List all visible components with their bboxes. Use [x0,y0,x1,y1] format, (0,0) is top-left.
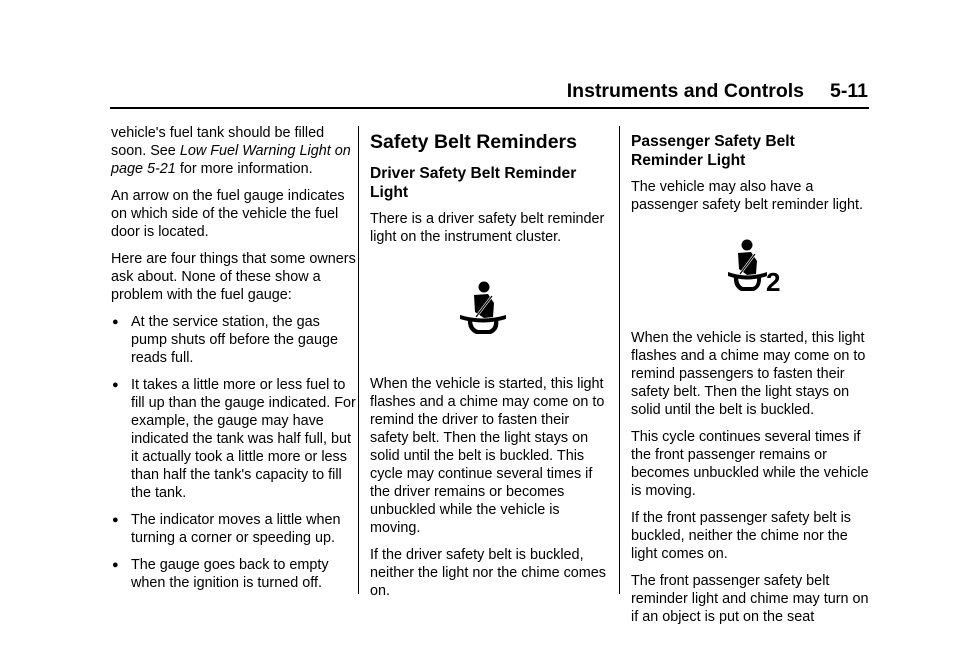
paragraph: If the driver safety belt is buckled, neither the light nor the chime comes on. [370,547,606,599]
passenger-number-label: 2 [766,267,781,293]
paragraph: This cycle continues several times if the front passenger remains or becomes unbuckled while the vehicle is moving. [631,429,869,499]
list-item: ● At the service station, the gas pump shuts off before the gauge reads full. [112,314,338,366]
bullet-icon: ● [112,559,119,571]
driver-seatbelt-icon-container [370,255,608,375]
paragraph: The front passenger safety belt reminder light and chime may turn on if an object is put on the seat [631,573,869,625]
paragraph: If the front passenger safety belt is buckled, neither the chime nor the light comes on. [631,510,851,562]
paragraph: There is a driver safety belt reminder light on the instrument cluster. [370,211,605,245]
section-heading: Safety Belt Reminders [370,131,577,153]
section-heading: Passenger Safety Belt Reminder Light [631,133,795,169]
paragraph: The vehicle may also have a passenger safety belt reminder light. [631,179,863,213]
driver-seatbelt-icon [456,281,510,337]
bullet-icon: ● [112,514,119,526]
list-item: ● It takes a little more or less fuel to fill up than the gauge indicated. For example, the gauge may have indicated the tank was half full, but it actually took a little more or less than half the tank's capacity to fill the tank. [112,377,356,501]
column-divider-1 [358,126,359,594]
page-header [110,79,868,103]
column-2 [370,124,608,609]
bullet-icon: ● [112,316,119,328]
column-divider-2 [619,126,620,594]
column-3 [631,124,871,635]
section-title: Instruments and Controls [566,80,805,102]
paragraph: vehicle's fuel tank should be filled soon. See Low Fuel Warning Light on page 5-21 for more information. [111,125,351,177]
list-item: ● The gauge goes back to empty when the ignition is turned off. [112,557,329,591]
column-1 [111,124,356,601]
header-rule [110,107,869,109]
paragraph: Here are four things that some owners ask about. None of these show a problem with the fuel gauge: [111,251,356,303]
paragraph: When the vehicle is started, this light flashes and a chime may come on to remind the driver to fasten their safety belt. Then the light stays on solid until the belt is buckled. This cycle may continue several times if the driver remains or becomes unbuckled while the vehicle is moving. [370,376,605,536]
passenger-seatbelt-icon-container [631,223,871,329]
list-item: ● The indicator moves a little when turning a corner or speeding up. [112,512,341,546]
paragraph: An arrow on the fuel gauge indicates on which side of the vehicle the fuel door is located. [111,188,345,240]
bullet-list [111,313,356,592]
cross-reference: Low Fuel Warning Light on page 5-21 [111,143,351,177]
passenger-seatbelt-icon [727,239,783,293]
bullet-icon: ● [112,379,119,391]
subsection-heading: Driver Safety Belt Reminder Light [370,165,577,201]
paragraph: When the vehicle is started, this light flashes and a chime may come on to remind passengers to fasten their safety belt. Then the light stays on solid until the belt is buckled. [631,330,866,418]
page-number: 5-11 [830,80,868,102]
